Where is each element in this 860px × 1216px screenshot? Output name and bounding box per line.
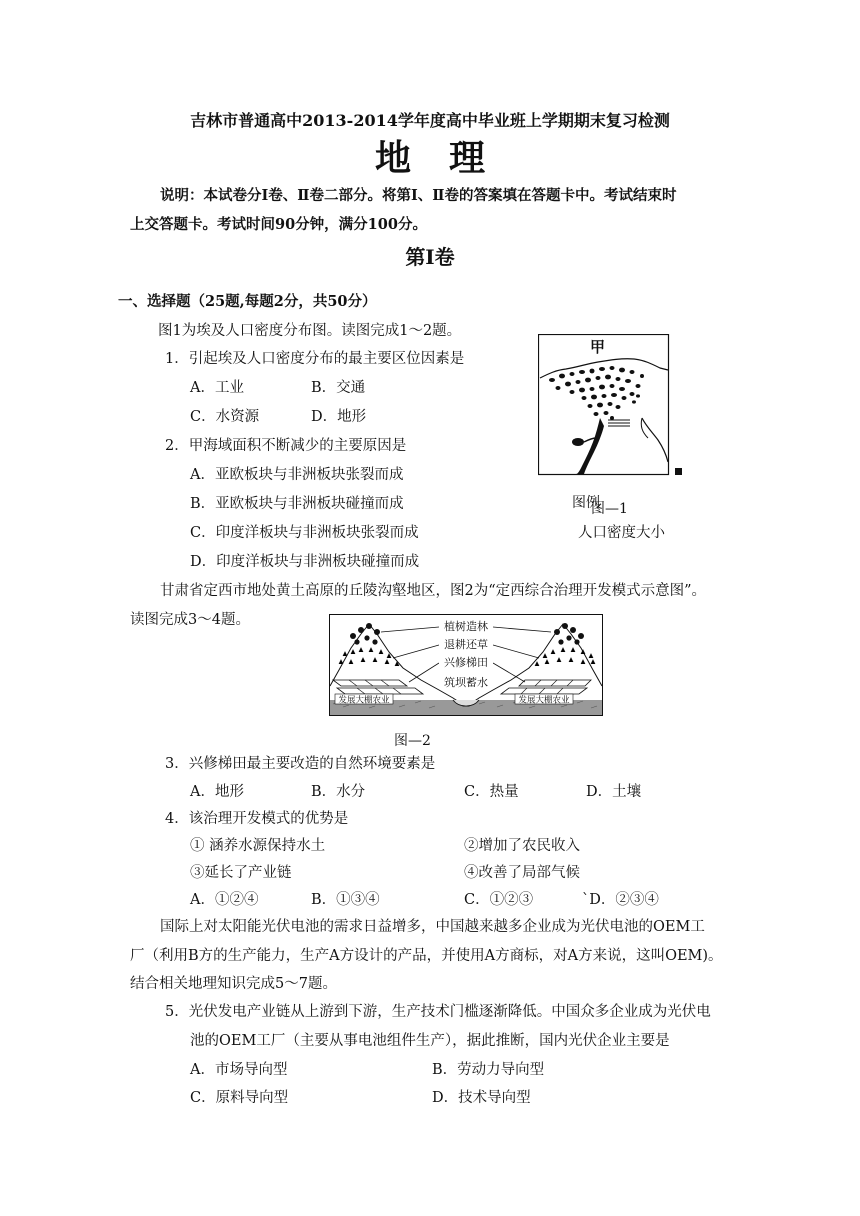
- fig2-caption: 图—2: [394, 733, 431, 749]
- q4-item-3: ③延长了产业链: [190, 865, 292, 881]
- intro-q5-7-line-3: 结合相关地理知识完成5～7题。: [130, 976, 337, 992]
- fig2-left-base-label: 发展大棚农业: [338, 695, 390, 706]
- q3-option-b: B．水分: [311, 784, 366, 800]
- legend-swatch: [675, 468, 682, 475]
- fig1-caption: 图—1: [591, 501, 628, 517]
- q1-stem: 1．引起埃及人口密度分布的最主要区位因素是: [165, 351, 465, 367]
- instructions-line-1: 说明：本试卷分Ⅰ卷、Ⅱ卷二部分。将第Ⅰ、Ⅱ卷的答案填在答题卡中。考试结束时: [160, 187, 677, 204]
- q4-option-a: A．①②④: [190, 892, 259, 908]
- fig2-label-dam: 筑坝蓄水: [444, 676, 488, 689]
- q4-option-b: B．①③④: [311, 892, 380, 908]
- q5-option-c: C．原料导向型: [190, 1090, 289, 1106]
- q4-option-c: C．①②③: [464, 892, 534, 908]
- fig1-legend-text: 人口密度大小: [578, 525, 665, 541]
- instructions-line-2: 上交答题卡。考试时间90分钟，满分100分。: [130, 216, 427, 233]
- section-heading: 一、选择题（25题,每题2分，共50分）: [118, 293, 377, 310]
- dingxi-model-diagram: [329, 614, 603, 716]
- q2-option-b: B．亚欧板块与非洲板块碰撞而成: [190, 496, 404, 512]
- intro-q3-4-line-1: 甘肃省定西市地处黄土高原的丘陵沟壑地区，图2为“定西综合治理开发模式示意图”。: [160, 583, 707, 599]
- q2-option-d: D．印度洋板块与非洲板块碰撞而成: [190, 554, 420, 570]
- q2-stem: 2．甲海域面积不断减少的主要原因是: [165, 438, 407, 454]
- q4-item-4: ④改善了局部气候: [464, 865, 580, 881]
- fig2-right-base-label: 发展大棚农业: [518, 695, 570, 706]
- intro-q1-2: 图1为埃及人口密度分布图。读图完成1～2题。: [158, 323, 462, 339]
- q4-item-1: ① 涵养水源保持水土: [190, 838, 326, 854]
- intro-q5-7-line-2: 厂（利用B方的生产能力，生产A方设计的产品，并使用A方商标，对A方来说，这叫OEM)。: [130, 948, 723, 964]
- q2-option-a: A．亚欧板块与非洲板块张裂而成: [190, 467, 404, 483]
- q2-option-c: C．印度洋板块与非洲板块张裂而成: [190, 525, 419, 541]
- volume-title: 第Ⅰ卷: [405, 245, 455, 269]
- q4-stem: 4．该治理开发模式的优势是: [165, 811, 349, 827]
- fig2-label-afforestation: 植树造林: [444, 620, 488, 633]
- q5-stem-line-1: 5．光伏发电产业链从上游到下游，生产技术门槛逐渐降低。中国众多企业成为光伏电: [165, 1004, 711, 1020]
- q3-option-a: A．地形: [190, 784, 244, 800]
- intro-q5-7-line-1: 国际上对太阳能光伏电池的需求日益增多，中国越来越多企业成为光伏电池的OEM工: [160, 919, 705, 935]
- q4-item-2: ②增加了农民收入: [464, 838, 580, 854]
- q5-option-d: D．技术导向型: [432, 1090, 531, 1106]
- fig1-legend-title: 图例: [572, 495, 600, 511]
- q5-option-b: B．劳动力导向型: [432, 1062, 545, 1078]
- subject-title: 地理: [374, 137, 523, 179]
- q4-option-d: `D．②③④: [582, 892, 659, 908]
- fig2-label-terraces: 兴修梯田: [444, 656, 488, 669]
- fig2-label-grassland: 退耕还草: [444, 638, 488, 651]
- q1-option-c: C．水资源: [190, 409, 260, 425]
- q3-stem: 3．兴修梯田最主要改造的自然环境要素是: [165, 756, 436, 772]
- q5-option-a: A．市场导向型: [190, 1062, 288, 1078]
- egypt-population-map: [538, 334, 688, 488]
- q1-option-a: A．工业: [190, 380, 244, 396]
- q5-stem-line-2: 池的OEM工厂（主要从事电池组件生产），据此推断，国内光伏企业主要是: [190, 1033, 670, 1049]
- intro-q3-4-line-2: 读图完成3～4题。: [130, 612, 250, 628]
- q1-option-d: D．地形: [311, 409, 367, 425]
- exam-header: 吉林市普通高中2013-2014学年度高中毕业班上学期期末复习检测: [190, 111, 670, 130]
- q3-option-c: C．热量: [464, 784, 519, 800]
- q1-option-b: B．交通: [311, 380, 366, 396]
- map-label-jia: 甲: [590, 338, 606, 356]
- q3-option-d: D．土壤: [586, 784, 642, 800]
